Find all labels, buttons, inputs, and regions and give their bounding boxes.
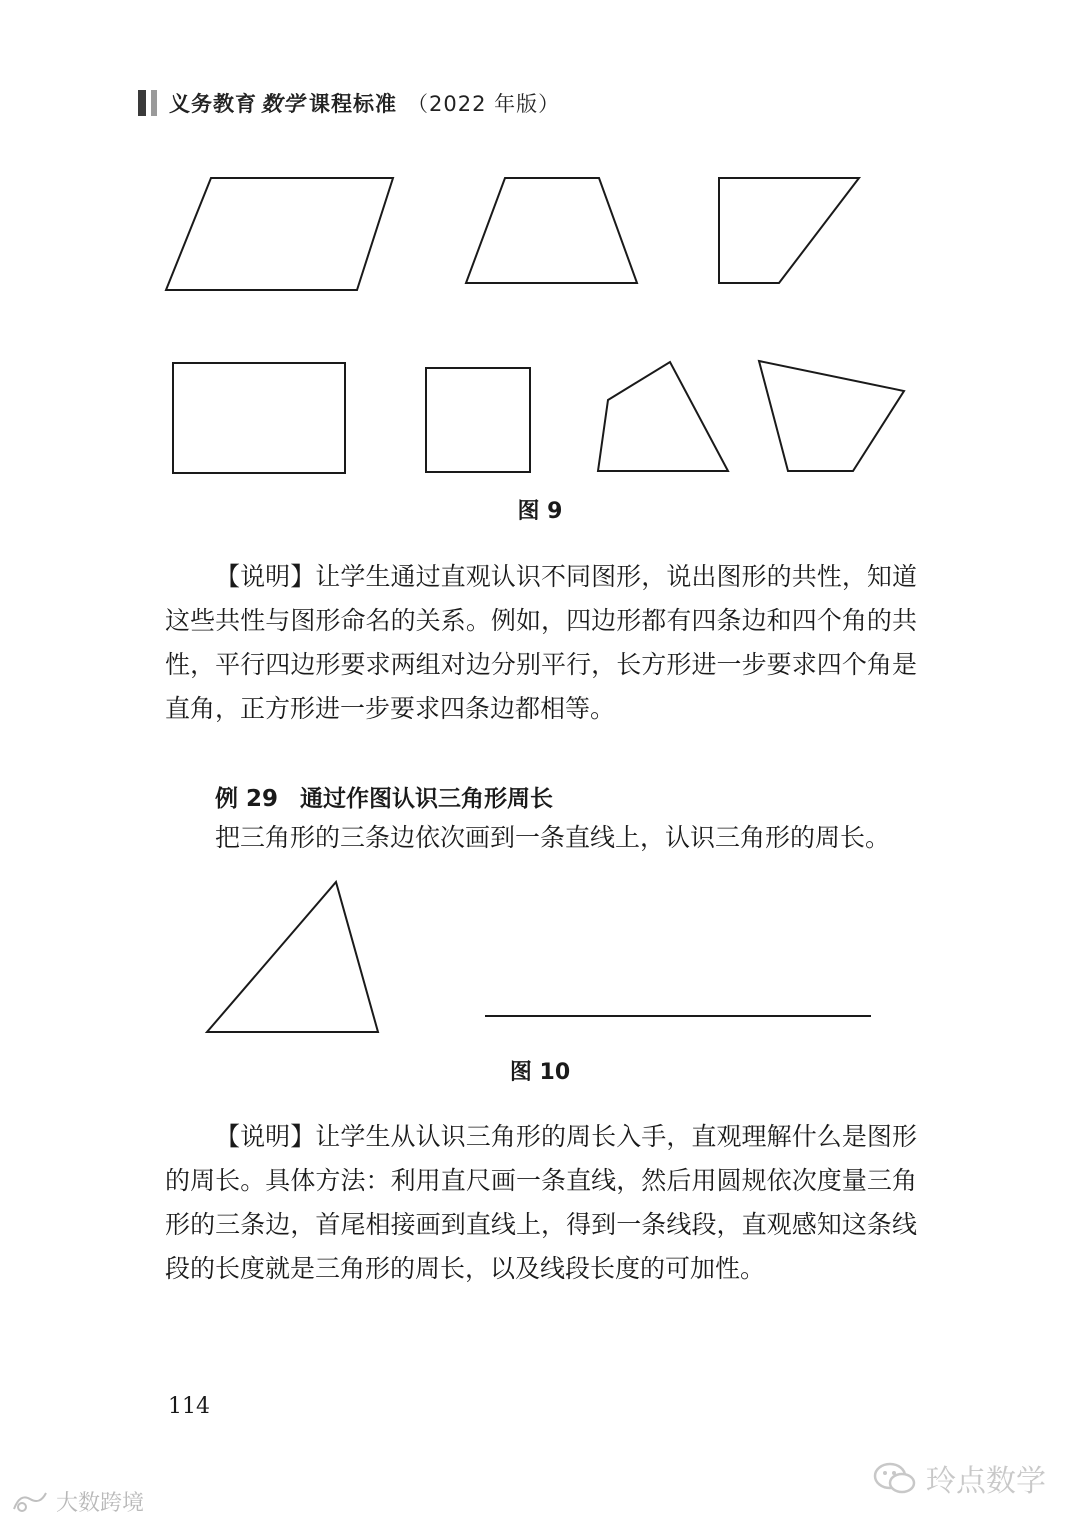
header-title-part1: 义务教育 xyxy=(169,92,257,116)
fig9-quadrilateral-2 xyxy=(759,361,904,471)
watermark-logo-icon xyxy=(10,1489,50,1515)
explanation2-paragraph: 【说明】让学生从认识三角形的周长入手，直观理解什么是图形的周长。具体方法：利用直尺画一条直线，然后用圆规依次度量三角形的三条边，首尾相接画到直线上，得到一条线段，直观感知这条线段的长度就是三角形的周长，以及线段长度的可加性。 xyxy=(165,1122,917,1283)
watermark-right xyxy=(872,1456,1046,1500)
figure9-caption: 图 9 xyxy=(517,499,563,524)
header-title-part2: 课程标准 xyxy=(309,92,397,116)
fig9-right-trapezoid xyxy=(719,178,859,283)
header-title-subject: 数学 xyxy=(261,92,305,116)
page-number: 114 xyxy=(168,1394,210,1419)
example29-title: 通过作图认识三角形周长 xyxy=(300,786,554,812)
example29-body: 把三角形的三条边依次画到一条直线上，认识三角形的周长。 xyxy=(215,823,891,852)
fig9-square xyxy=(426,368,530,472)
header-title-edition: （2022 年版） xyxy=(407,92,561,116)
example29-number: 例 29 xyxy=(215,786,279,812)
fig9-rectangle xyxy=(173,363,345,473)
wechat-icon xyxy=(872,1461,918,1495)
watermark-right-text: 玲点数学 xyxy=(926,1464,1046,1499)
fig10-triangle xyxy=(207,882,378,1032)
example29-heading xyxy=(215,780,553,813)
explanation1-paragraph: 【说明】让学生通过直观认识不同图形，说出图形的共性，知道这些共性与图形命名的关系。例如，四边形都有四条边和四个角的共性，平行四边形要求两组对边分别平行，长方形进一步要求四个角是直角，正方形进一步要求四条边都相等。 xyxy=(165,562,917,723)
figure10-caption: 图 10 xyxy=(509,1060,571,1085)
fig9-trapezoid xyxy=(466,178,637,283)
fig9-quadrilateral-1 xyxy=(598,362,728,471)
fig9-parallelogram xyxy=(166,178,393,290)
watermark-left-text: 大数跨境 xyxy=(56,1491,145,1516)
watermark-left xyxy=(10,1486,144,1517)
